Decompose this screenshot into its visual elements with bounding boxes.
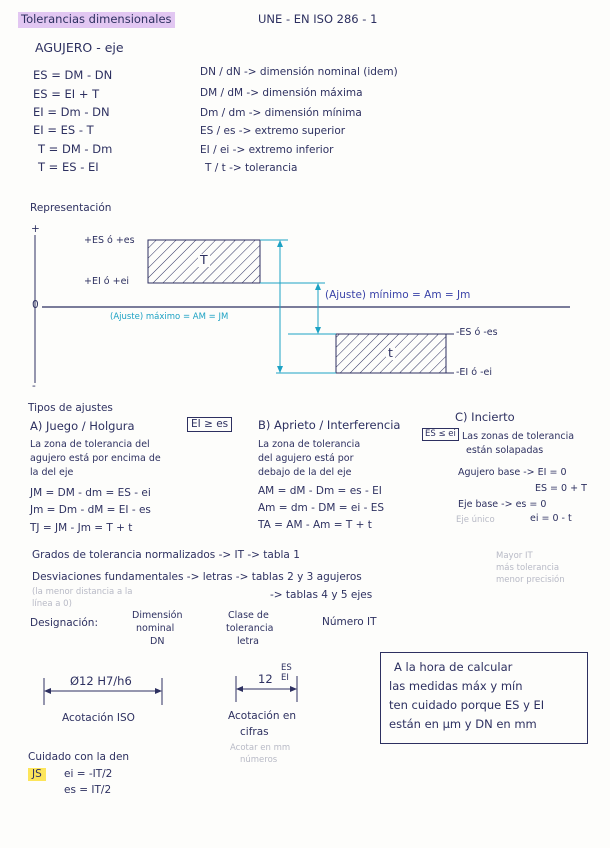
designation-label: Designación:: [30, 617, 98, 629]
es-label: +ES ó +es: [84, 235, 135, 246]
designation-dn-3: DN: [150, 636, 165, 647]
formula-1: ES = DM - DN: [33, 68, 113, 82]
fit-b-desc-2: del agujero está por: [258, 453, 354, 464]
definition-6: T / t -> tolerancia: [205, 162, 298, 174]
section-heading-representacion: Representación: [30, 202, 112, 214]
iso-dimension-value: Ø12 H7/h6: [70, 674, 132, 688]
definition-3: Dm / dm -> dimensión mínima: [200, 107, 362, 119]
shaft-basis-tail: ei = 0 - t: [530, 513, 572, 524]
definition-4: ES / es -> extremo superior: [200, 125, 346, 137]
hole-basis-1: Agujero base -> EI = 0: [458, 467, 567, 478]
js-warning-title: Cuidado con la den: [28, 751, 130, 763]
definition-1: DN / dN -> dimensión nominal (idem): [200, 66, 398, 78]
grades-note-2: más tolerancia: [496, 563, 560, 573]
fit-b-title: B) Aprieto / Interferencia: [258, 418, 401, 432]
shaft-basis: Eje base -> es = 0: [458, 499, 547, 510]
fit-b-condition: ES ≤ ei: [422, 428, 459, 441]
fit-a-desc-3: la del eje: [30, 467, 74, 478]
deviations-line: Desviaciones fundamentales -> letras -> tablas 2 y 3 agujeros: [32, 571, 362, 583]
deviations-note-2: línea a 0): [32, 599, 72, 609]
deviations-shafts: -> tablas 4 y 5 ejes: [270, 589, 373, 601]
section-heading-tipos: Tipos de ajustes: [28, 402, 113, 414]
shaft-tolerance-label: t: [388, 345, 393, 360]
warning-note-line-4: están en µm y DN en mm: [389, 717, 537, 731]
definition-2: DM / dM -> dimensión máxima: [200, 87, 363, 99]
ei-label: +EI ó +ei: [84, 276, 130, 287]
min-fit-label: (Ajuste) mínimo = Am = Jm: [325, 289, 471, 301]
fit-c-desc-1: Las zonas de tolerancia: [462, 431, 575, 442]
designation-it: Número IT: [322, 616, 377, 628]
fit-a-desc-2: agujero está por encima de: [30, 453, 161, 464]
js-formula-ei: ei = -IT/2: [64, 768, 113, 780]
norm-reference: UNE - EN ISO 286 - 1: [258, 12, 378, 26]
formula-3: EI = Dm - DN: [33, 105, 110, 119]
zero-label: 0: [32, 299, 39, 311]
designation-dn-1: Dimensión: [132, 610, 183, 621]
numeric-dimension-note-2: números: [240, 755, 278, 765]
fit-a-title: A) Juego / Holgura: [30, 419, 135, 433]
designation-class-1: Clase de: [228, 610, 269, 621]
section-heading-agujero: AGUJERO - eje: [35, 40, 124, 55]
fit-a-desc-1: La zona de tolerancia del: [30, 439, 150, 450]
warning-note-line-3: ten cuidado porque ES y EI: [389, 698, 545, 712]
designation-dn-2: nominal: [136, 623, 175, 634]
formula-4: EI = ES - T: [33, 123, 94, 137]
fit-b-desc-3: debajo de la del eje: [258, 467, 352, 478]
numeric-dimension-note-1: Acotar en mm: [230, 743, 291, 753]
fit-a-formula-3: TJ = JM - Jm = T + t: [30, 522, 133, 534]
grades-note-3: menor precisión: [496, 575, 565, 585]
designation-class-2: tolerancia: [226, 623, 274, 634]
iso-dimension-caption: Acotación ISO: [62, 712, 135, 724]
hole-tolerance-label: T: [200, 252, 208, 267]
plus-sign: +: [31, 223, 40, 235]
formula-5: T = DM - Dm: [38, 142, 113, 156]
numeric-dimension-value: 12: [258, 672, 273, 686]
fit-a-condition: EI ≥ es: [187, 417, 232, 432]
warning-note-line-2: las medidas máx y mín: [389, 679, 523, 693]
definition-5: EI / ei -> extremo inferior: [200, 144, 334, 156]
js-tag: JS: [28, 768, 46, 781]
grades-line: Grados de tolerancia normalizados -> IT -> tabla 1: [32, 549, 300, 561]
hole-basis-2: ES = 0 + T: [535, 483, 587, 494]
neg-es-label: -ES ó -es: [456, 327, 498, 338]
neg-ei-label: -EI ó -ei: [456, 367, 492, 378]
max-fit-label: (Ajuste) máximo = AM = JM: [110, 312, 229, 322]
js-formula-es: es = IT/2: [64, 784, 112, 796]
formula-6: T = ES - EI: [38, 160, 99, 174]
formula-2: ES = EI + T: [33, 87, 100, 101]
fit-a-formula-1: JM = DM - dm = ES - ei: [30, 487, 151, 499]
fit-b-formula-3: TA = AM - Am = T + t: [258, 519, 372, 531]
shaft-basis-grey: Eje único: [456, 515, 495, 525]
numeric-dimension-caption-1: Acotación en: [228, 710, 296, 722]
designation-class-3: letra: [237, 636, 259, 647]
numeric-dimension-lower: EI: [281, 673, 289, 683]
fit-b-desc-1: La zona de tolerancia: [258, 439, 361, 450]
fit-c-title: C) Incierto: [455, 410, 515, 424]
numeric-dimension-caption-2: cifras: [240, 726, 269, 738]
fit-c-desc-2: están solapadas: [466, 445, 544, 456]
fit-b-formula-1: AM = dM - Dm = es - EI: [258, 485, 382, 497]
minus-sign: -: [32, 380, 36, 392]
fit-b-formula-2: Am = dm - DM = ei - ES: [258, 502, 384, 514]
warning-note-line-1: A la hora de calcular: [394, 660, 513, 674]
fit-a-formula-2: Jm = Dm - dM = EI - es: [30, 504, 151, 516]
page-title: Tolerancias dimensionales: [18, 12, 175, 28]
numeric-dimension-upper: ES: [281, 663, 292, 673]
grades-note-1: Mayor IT: [496, 551, 533, 561]
deviations-note-1: (la menor distancia a la: [32, 587, 133, 597]
